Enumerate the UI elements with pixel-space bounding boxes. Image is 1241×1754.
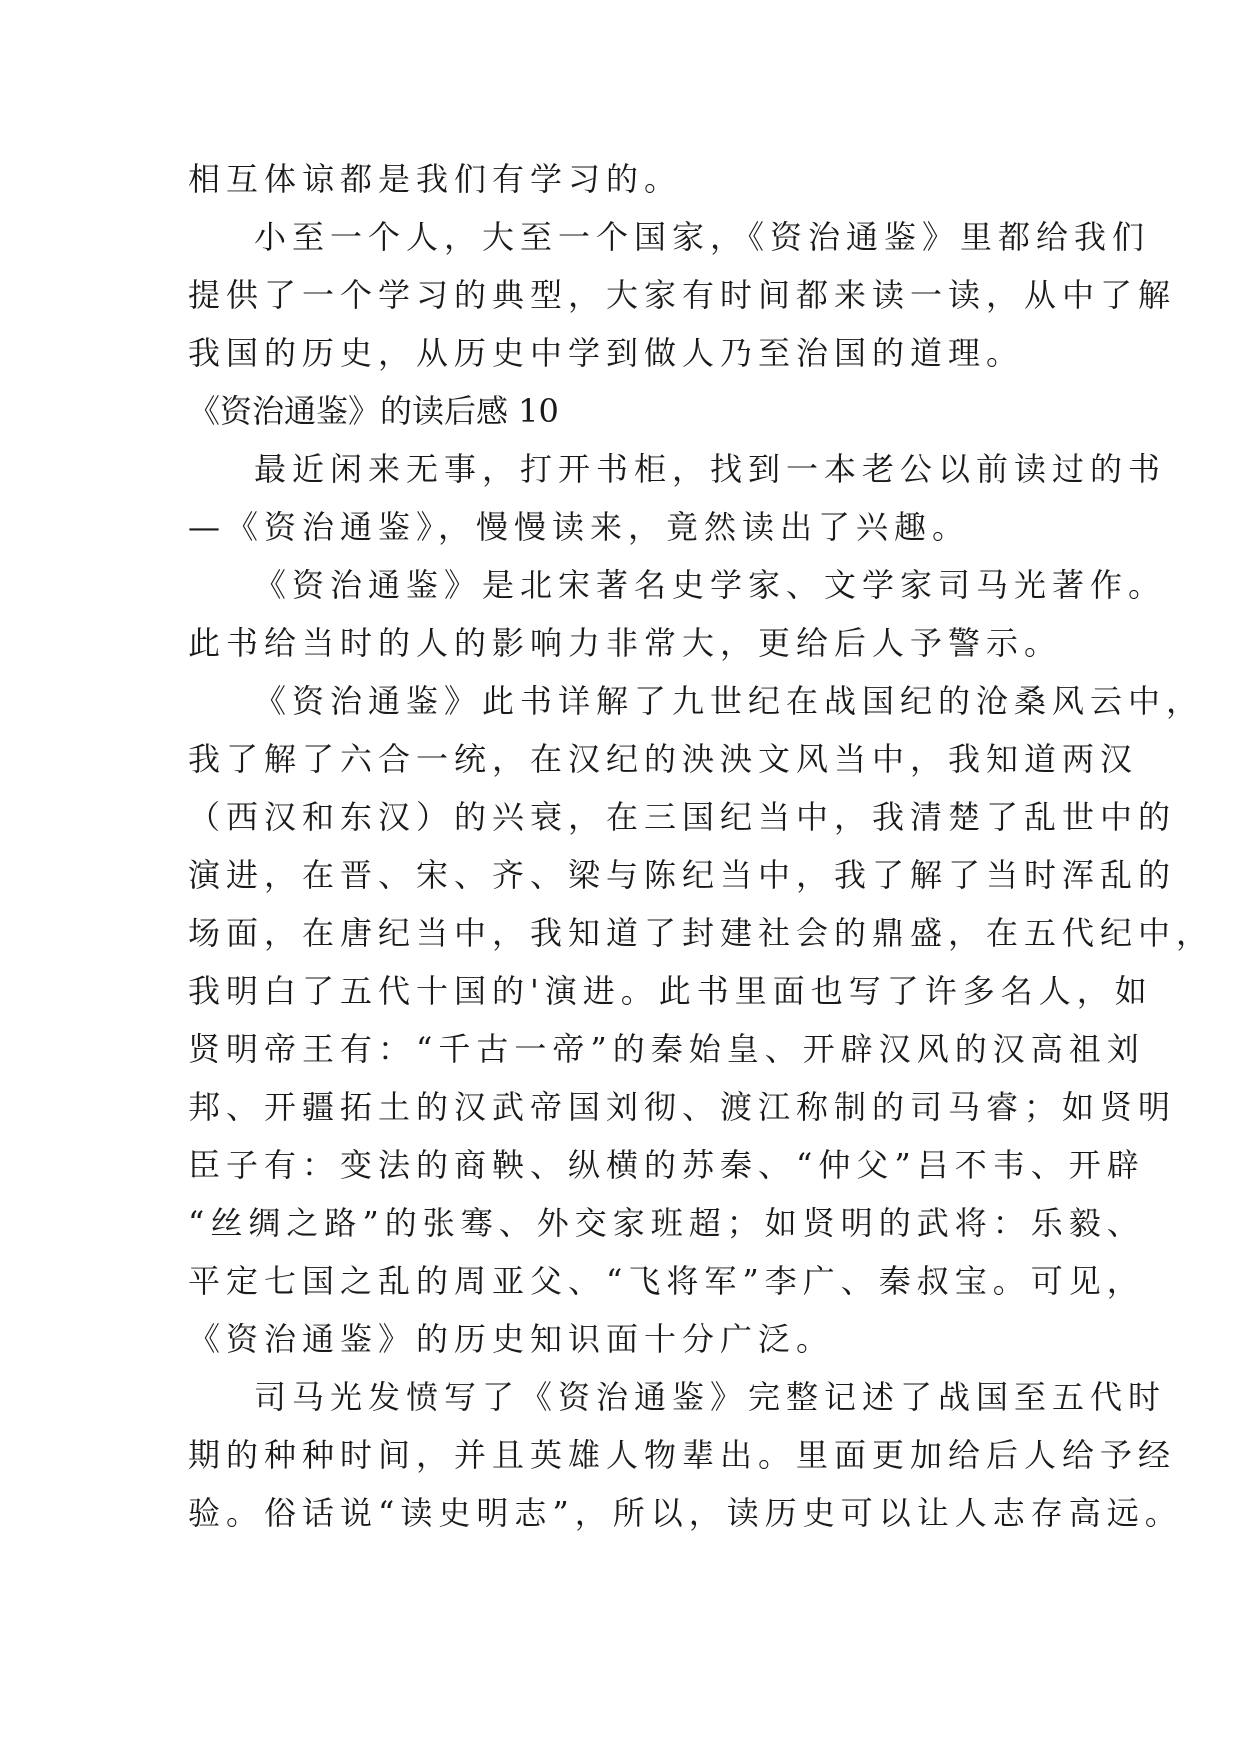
text-line: 演进，在晋、宋、齐、梁与陈纪当中，我了解了当时浑乱的 (188, 856, 1177, 894)
text-line: 《资治通鉴》此书详解了九世纪在战国纪的沧桑风云中， (254, 682, 1205, 720)
text-line: 《资治通鉴》是北宋著名史学家、文学家司马光著作。 (254, 566, 1167, 604)
text-line: “丝绸之路”的张骞、外交家班超；如贤明的武将：乐毅、 (188, 1204, 1145, 1242)
text-line: 平定七国之乱的周亚父、“飞将军”李广、秦叔宝。可见， (188, 1262, 1145, 1300)
text-line: 小至一个人，大至一个国家，《资治通鉴》里都给我们 (254, 218, 1151, 256)
text-line: —《资治通鉴》，慢慢读来，竟然读出了兴趣。 (188, 508, 971, 546)
text-line: 场面，在唐纪当中，我知道了封建社会的鼎盛，在五代纪中， (188, 914, 1215, 952)
text-line: 邦、开疆拓土的汉武帝国刘彻、渡江称制的司马睿；如贤明 (188, 1088, 1177, 1126)
text-line: 我明白了五代十国的'演进。此书里面也写了许多名人，如 (188, 972, 1153, 1010)
text-line: 此书给当时的人的影响力非常大，更给后人予警示。 (188, 624, 1063, 662)
text-line: 司马光发愤写了《资治通鉴》完整记述了战国至五代时 (254, 1378, 1167, 1416)
text-line: 贤明帝王有：“千古一帝”的秦始皇、开辟汉风的汉高祖刘 (188, 1030, 1145, 1068)
document-page (188, 150, 1215, 1542)
text-line: 验。俗话说“读史明志”，所以，读历史可以让人志存高远。 (188, 1494, 1183, 1532)
text-line: （西汉和东汉）的兴衰，在三国纪当中，我清楚了乱世中的 (188, 798, 1177, 836)
text-line: 期的种种时间，并且英雄人物辈出。里面更加给后人给予经 (188, 1436, 1177, 1474)
text-line: 臣子有：变法的商鞅、纵横的苏秦、“仲父”吕不韦、开辟 (188, 1146, 1145, 1184)
text-line: 相互体谅都是我们有学习的。 (188, 160, 683, 198)
text-line: 提供了一个学习的典型，大家有时间都来读一读，从中了解 (188, 276, 1177, 314)
text-line: 《资治通鉴》的历史知识面十分广泛。 (188, 1320, 835, 1358)
text-line: 我了解了六合一统，在汉纪的泱泱文风当中，我知道两汉 (188, 740, 1139, 778)
text-line: 最近闲来无事，打开书柜，找到一本老公以前读过的书 (254, 450, 1167, 488)
text-line: 我国的历史，从历史中学到做人乃至治国的道理。 (188, 334, 1025, 372)
section-heading: 《资治通鉴》的读后感 10 (188, 392, 559, 430)
